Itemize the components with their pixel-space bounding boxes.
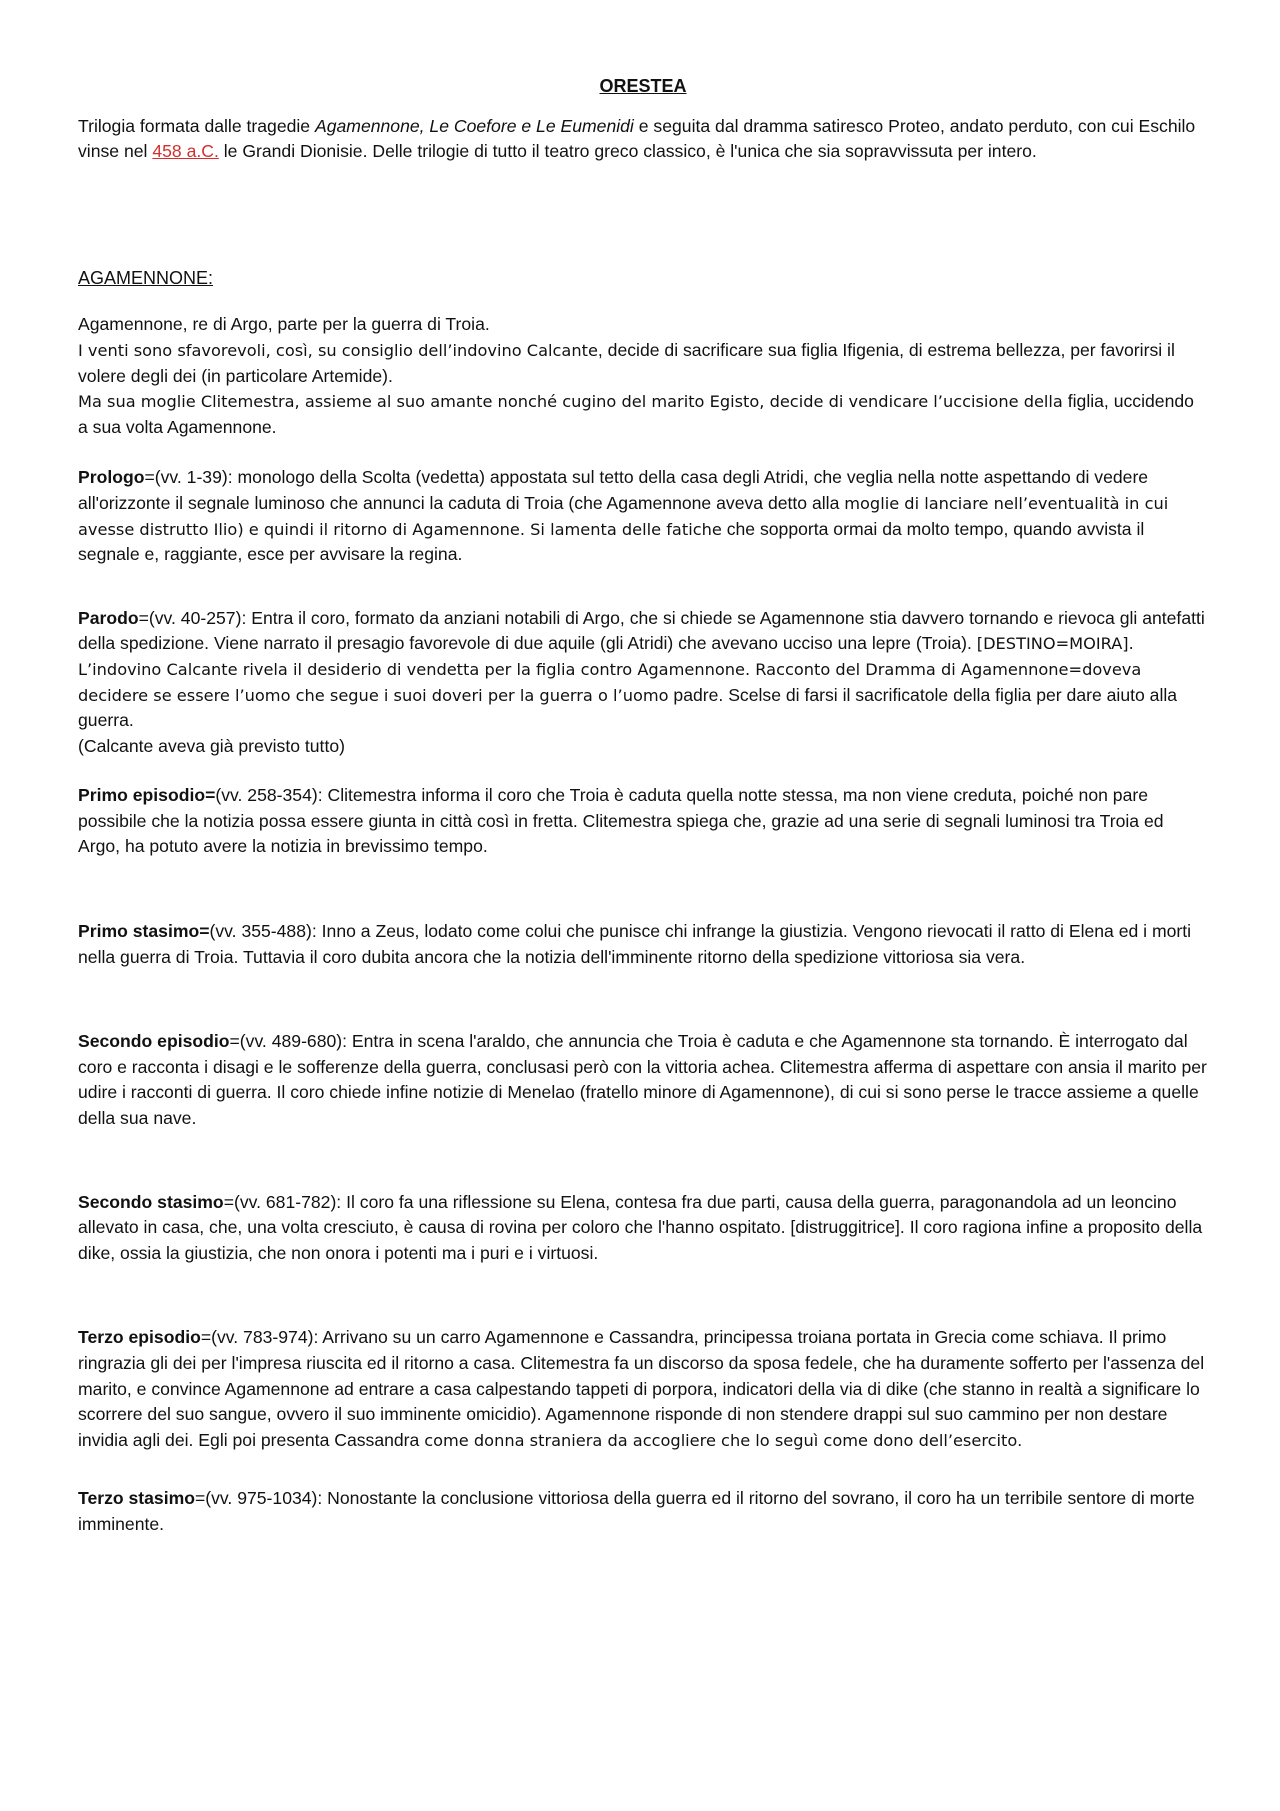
prologo-text: moglie di lanciare nell’eventualità in cui avesse distrutto Ilio) e quindi il ritorno di Agamennone. Si lamenta delle fatiche [78, 493, 1169, 539]
parodo-note: (Calcante aveva già previsto tutto) [78, 735, 345, 756]
summary-line: figlia, uccidendo a sua volta Agamennone. [78, 391, 1194, 437]
terzo-episodio-text: come donna straniera da accogliere che lo seguì come dono dell’esercito [424, 1430, 1018, 1450]
terzo-episodio-text: . [1017, 1429, 1023, 1450]
summary-line: I venti sono sfavorevoli, così, su consiglio dell’indovino Calcante [78, 340, 598, 360]
parodo-paragraph [78, 606, 1208, 760]
section-heading-agamennone: AGAMENNONE: [78, 267, 214, 288]
secondo-episodio-text: =(vv. 489-680): Entra in scena l'araldo, che annuncia che Troia è caduta e che Agamennone sta tornando. È interrogato dal coro e racconta i disagi e le sofferenze della guerra, conclusasi però con la vittoria achea. Clitemestra afferma di aspettare con ansia il marito per udire i racconti di guerra. Il coro chiede infine notizie di Menelao (fratello minore di Agamennone), di cui si sono perse le tracce assieme a quelle della sua nave. [78, 1031, 1207, 1129]
intro-text: e seguita dal dramma satiresco Proteo, andato perduto, con cui Eschilo vinse nel [78, 115, 1196, 162]
parodo-text: =(vv. 40-257): Entra il coro, formato da anziani notabili di Argo, che si chiede se Agamennone stia davvero tornando e rievoca gli antefatti della spedizione. Viene narrato il presagio favorevole di due aquile (gli Atridi) che avevano ucciso una lepre (Troia). [78, 607, 1205, 654]
primo-stasimo-label: Primo stasimo= [78, 921, 210, 942]
primo-episodio-text: (vv. 258-354): Clitemestra informa il coro che Troia è caduta quella notte stessa, ma non viene creduta, poiché non pare possibile che la notizia possa essere giunta in città così in fretta. Clitemestra spiega che, grazie ad una serie di segnali luminosi tra Troia ed Argo, ha potuto avere la notizia in brevissimo tempo. [78, 785, 1164, 857]
parodo-text: padre. Scelse di farsi il sacrificatole della figlia per dare aiuto alla guerra. [78, 684, 1178, 731]
document-page [78, 74, 1208, 1538]
year-link[interactable]: 458 a.C. [152, 141, 219, 162]
intro-tragedies: Agamennone, Le Coefore e Le Eumenidi [314, 115, 634, 136]
prologo-paragraph [78, 465, 1208, 567]
terzo-stasimo-paragraph [78, 1486, 1208, 1537]
summary-paragraph [78, 312, 1208, 440]
intro-text: le Grandi Dionisie. Delle trilogie di tutto il teatro greco classico, è l'unica che sia sopravvissuta per intero. [218, 141, 1037, 162]
intro-text: Trilogia formata dalle tragedie [78, 115, 315, 136]
terzo-episodio-paragraph [78, 1325, 1208, 1453]
summary-line: Agamennone, re di Argo, parte per la guerra di Troia. [78, 314, 490, 335]
secondo-stasimo-text: =(vv. 681-782): Il coro fa una riflessione su Elena, contesa fra due parti, causa della guerra, paragonandola ad un leoncino allevato in casa, che, una volta cresciuto, è causa di rovina per coloro che l'hanno ospitato. [distruggitrice]. Il coro ragiona infine a proposito della dike, ossia la giustizia, che non onora i potenti ma i puri e i virtuosi. [78, 1191, 1203, 1263]
primo-stasimo-text: (vv. 355-488): Inno a Zeus, lodato come colui che punisce chi infrange la giustizia. Vengono rievocati il ratto di Elena ed i morti nella guerra di Troia. Tuttavia il coro dubita ancora che la notizia dell'imminente ritorno della spedizione vittoriosa sia vera. [78, 921, 1192, 967]
primo-episodio-paragraph [78, 783, 1208, 860]
parodo-label: Parodo [78, 607, 139, 628]
primo-episodio-label: Primo episodio= [78, 785, 216, 806]
terzo-episodio-text: =(vv. 783-974): Arrivano su un carro Agamennone e Cassandra, principessa troiana portata in Grecia come schiava. Il primo ringrazia gli dei per l'impresa riuscita ed il ritorno a casa. Clitemestra fa un discorso da sposa fedele, che ha duramente sofferto per l'assenza del marito, e convince Agamennone ad entrare a casa calpestando tappeti di porpora, indicatori della via di dike (che stanno in realtà a significare lo scorrere del suo sangue, ovvero il suo imminente omicidio). Agamennone risponde di non stendere drappi sul suo cammino per non destare invidia agli dei. Egli poi presenta Cassandra [78, 1327, 1205, 1450]
summary-line: , decide di sacrificare sua figlia Ifigenia, di estrema bellezza, per favorirsi il volere degli dei (in particolare Artemide). [78, 339, 1175, 386]
parodo-text: [DESTINO=MOIRA]. L’indovino Calcante rivela il desiderio di vendetta per la figlia contro Agamennone. Racconto del Dramma di Agamennone=doveva decidere se essere l’uomo che segue i suoi doveri per la guerra o l’uomo [78, 634, 1142, 705]
terzo-episodio-label: Terzo episodio [78, 1327, 201, 1348]
prologo-text: =(vv. 1-39): monologo della Scolta (vedetta) appostata sul tetto della casa degli Atridi, che veglia nella notte aspettando di vedere all'orizzonte il segnale luminoso che annunci la caduta di Troia (che Agamennone aveva detto alla [78, 467, 1149, 513]
secondo-stasimo-paragraph [78, 1190, 1208, 1267]
intro-paragraph [78, 114, 1208, 165]
terzo-stasimo-text: =(vv. 975-1034): Nonostante la conclusione vittoriosa della guerra ed il ritorno del sovrano, il coro ha un terribile sentore di morte imminente. [78, 1488, 1195, 1534]
summary-line: Ma sua moglie Clitemestra, assieme al suo amante nonché cugino del marito Egisto, decide di vendicare l’uccisione della [78, 392, 1063, 412]
terzo-stasimo-label: Terzo stasimo [78, 1488, 195, 1509]
secondo-stasimo-label: Secondo stasimo [78, 1191, 224, 1212]
prologo-text: che sopporta ormai da molto tempo, quando avvista il segnale e, raggiante, esce per avvisare la regina. [78, 518, 1145, 565]
prologo-label: Prologo [78, 467, 145, 488]
secondo-episodio-paragraph [78, 1029, 1208, 1131]
document-title: ORESTEA [599, 76, 687, 96]
primo-stasimo-paragraph [78, 919, 1208, 970]
secondo-episodio-label: Secondo episodio [78, 1031, 230, 1052]
